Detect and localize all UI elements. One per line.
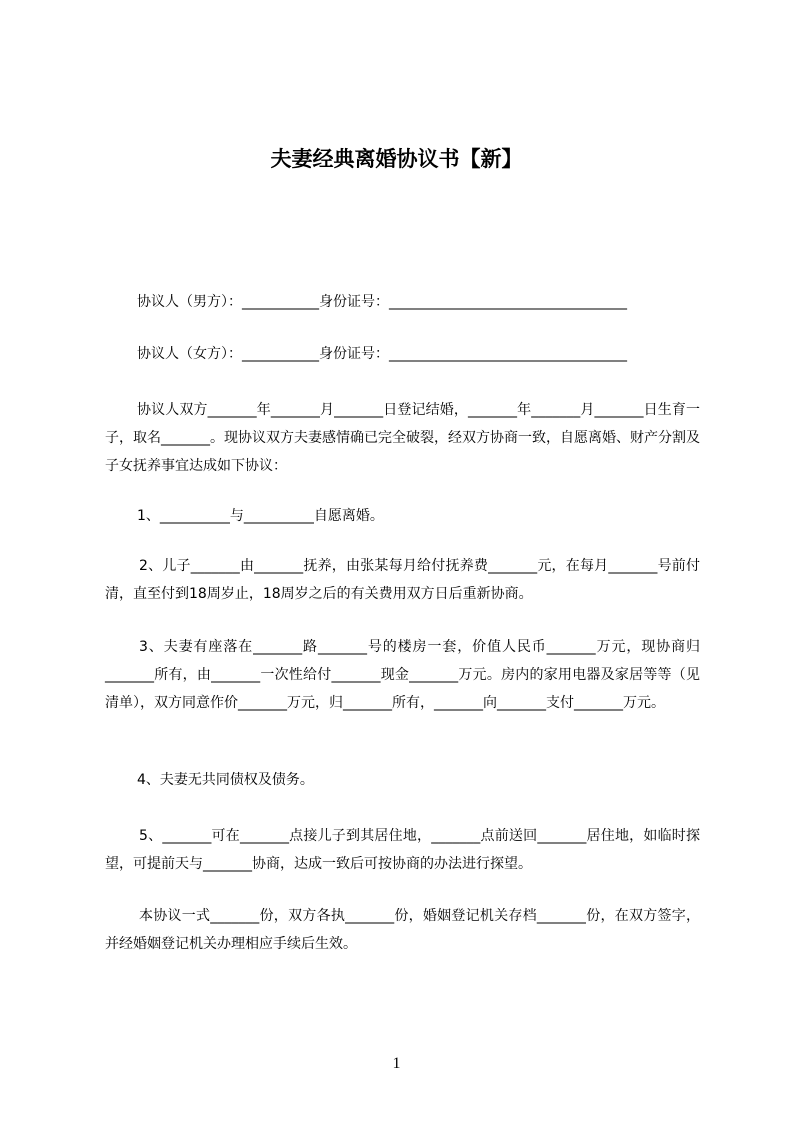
party-male-line: 协议人（男方）：___________身份证号：__________________________________ bbox=[137, 294, 627, 310]
clause-1: 1、__________与__________自愿离婚。 bbox=[137, 508, 384, 524]
clause-4: 4、夫妻无共同债权及债务。 bbox=[137, 772, 314, 788]
clause-3: 3、夫妻有座落在_______路_______号的楼房一套，价值人民币_______万元，现协商归_______所有，由_______一次性给付_______现金_______万元。房内的家用电器及家居等等（见清单），双方同意作价_______万元，归_______所有，_______向_______支付_______万元。 bbox=[105, 639, 700, 711]
document-title: 夫妻经典离婚协议书【新】 bbox=[270, 147, 523, 171]
clause-5: 5、_______可在_______点接儿子到其居住地，_______点前送回_______居住地，如临时探望，可提前天与_______协商，达成一致后可按协商的办法进行探望。 bbox=[105, 828, 700, 872]
party-female-line: 协议人（女方）：___________身份证号：__________________________________ bbox=[137, 346, 627, 362]
clause-2: 2、儿子_______由_______抚养，由张某每月给付抚养费_______元，在每月_______号前付清，直至付到18周岁止，18周岁之后的有关费用双方日后重新协商。 bbox=[105, 558, 700, 602]
intro-paragraph: 协议人双方_______年_______月_______日登记结婚，_______年_______月_______日生育一子，取名_______。现协议双方夫妻感情确已完全破裂，经双方协商一致，自愿离婚、财产分割及子女抚养事宜达成如下协议： bbox=[105, 402, 700, 474]
page-number: 1 bbox=[392, 1055, 401, 1072]
closing-paragraph: 本协议一式_______份，双方各执_______份，婚姻登记机关存档_______份，在双方签字，并经婚姻登记机关办理相应手续后生效。 bbox=[105, 908, 700, 952]
